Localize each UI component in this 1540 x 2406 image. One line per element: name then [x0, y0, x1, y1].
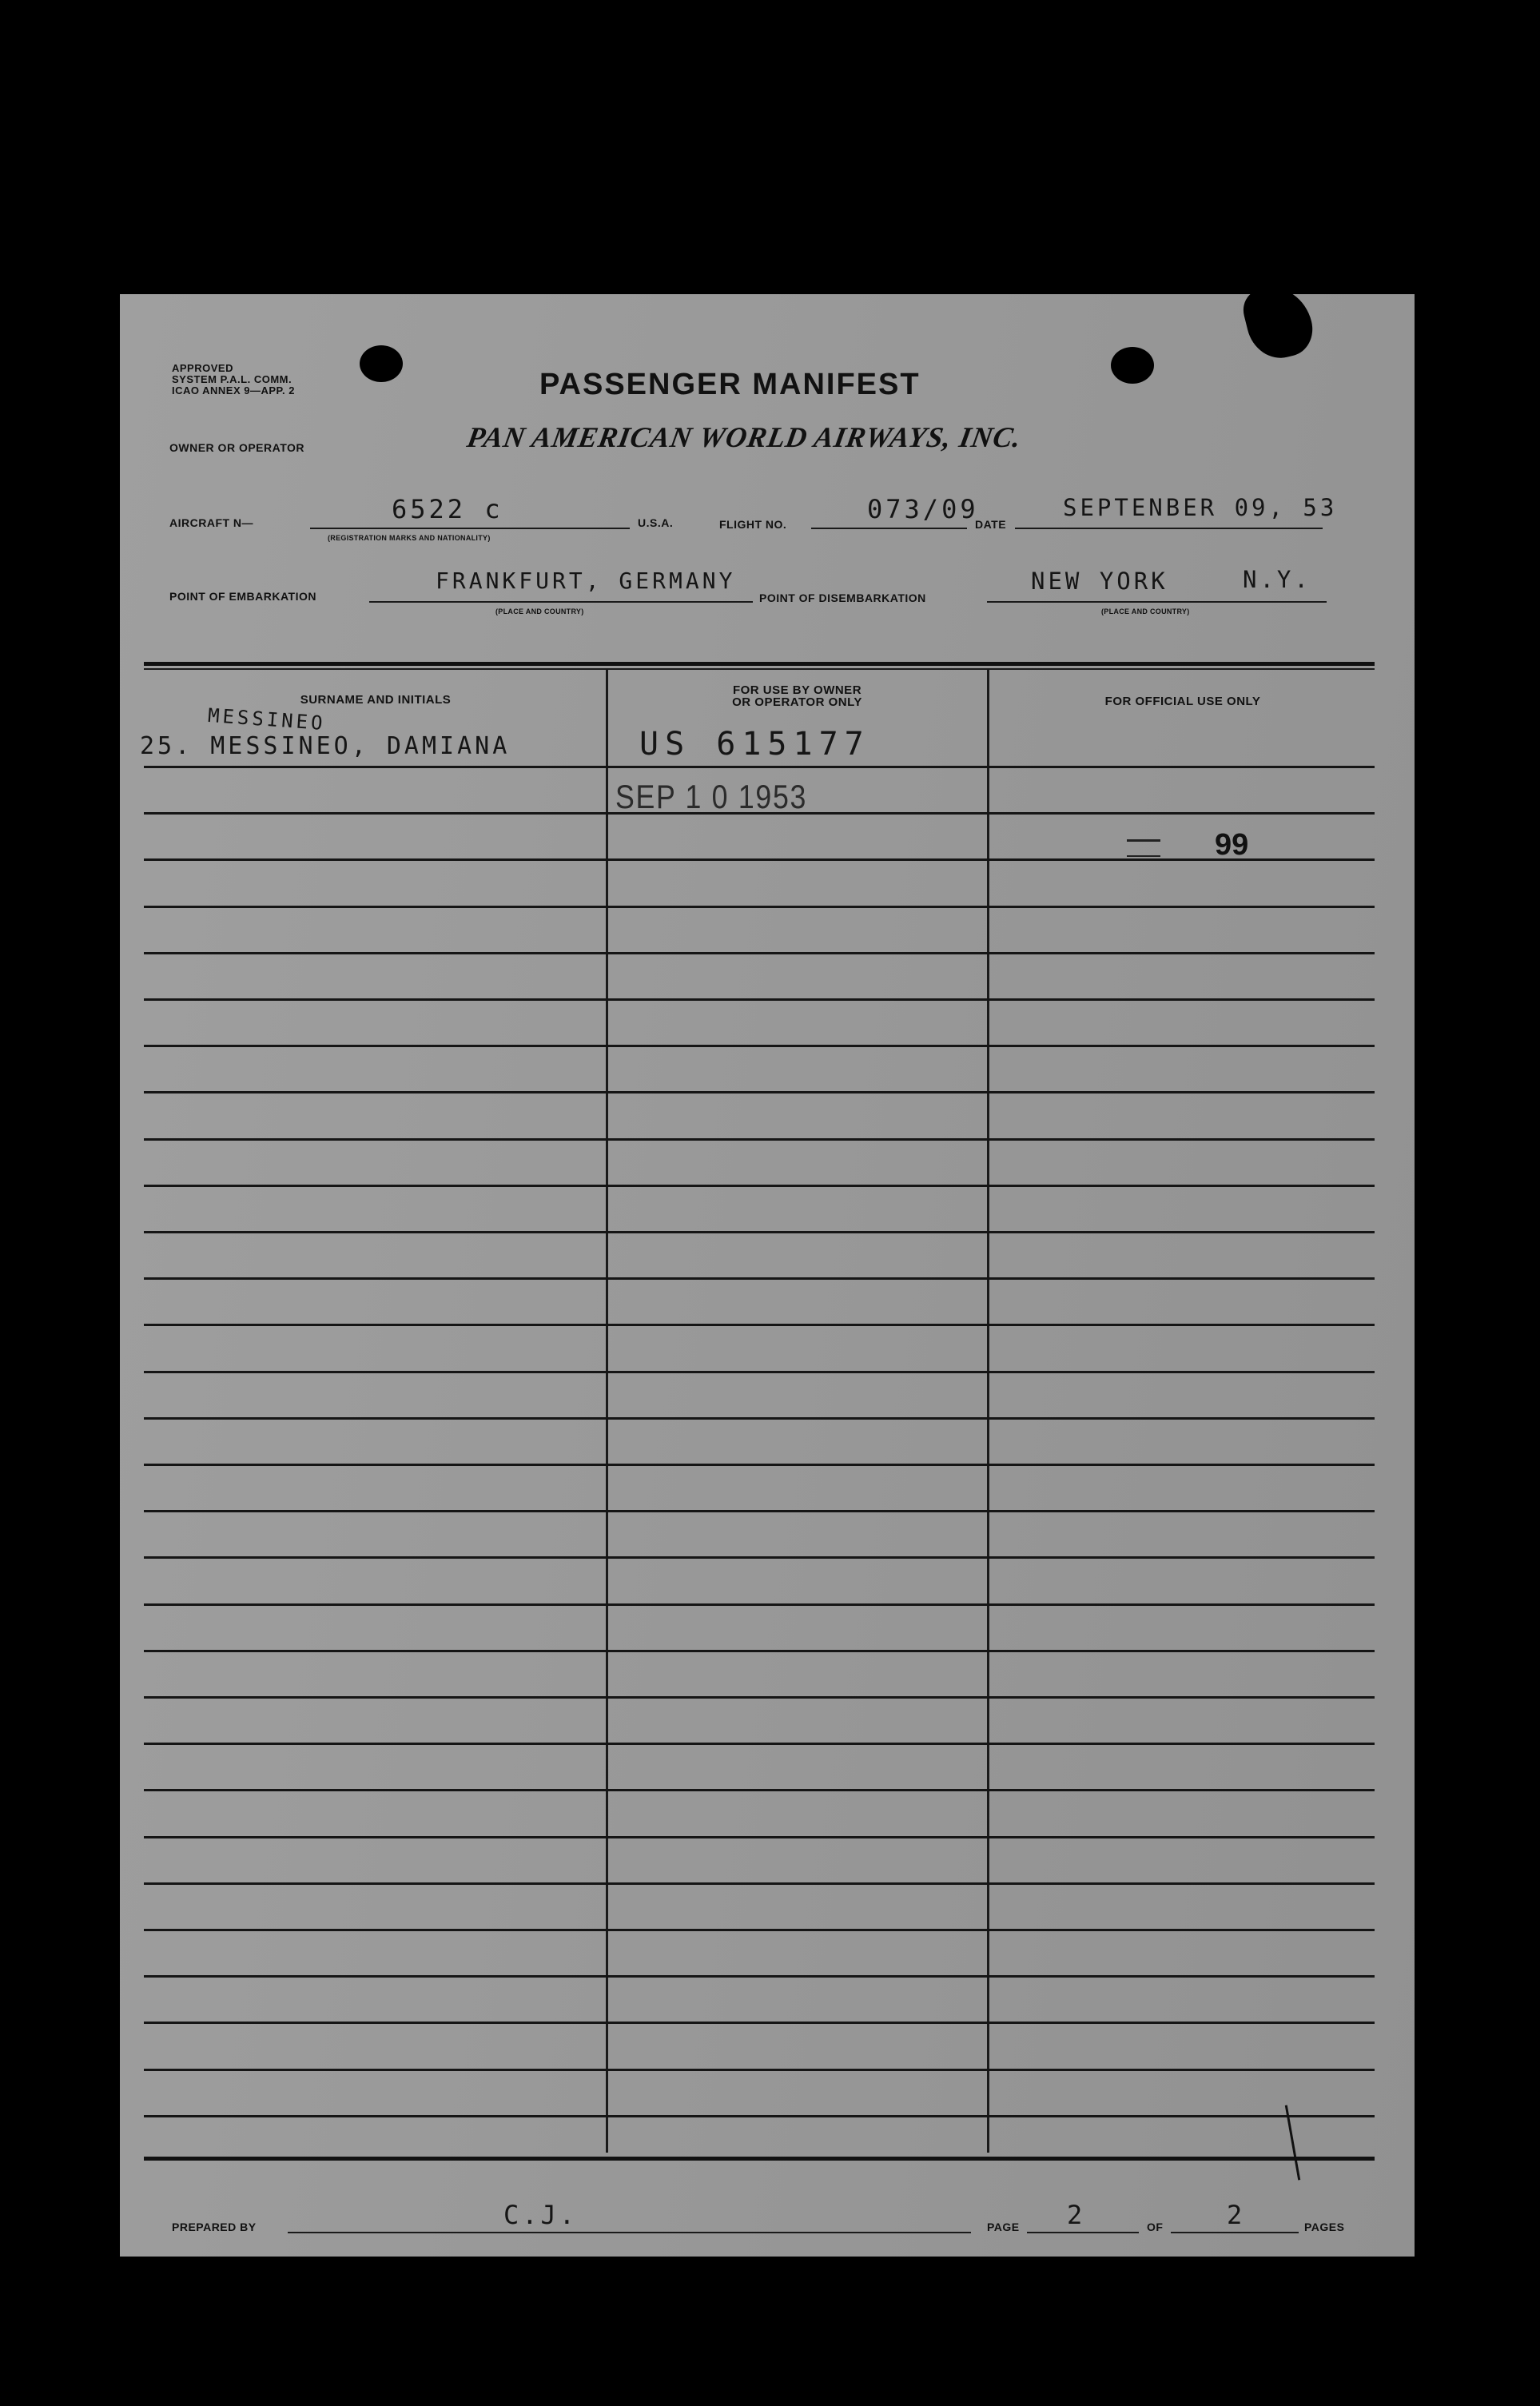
entry-name: 25. MESSINEO, DAMIANA: [140, 732, 511, 760]
embarkation-value: FRANKFURT, GERMANY: [436, 568, 736, 594]
ruled-line: [144, 906, 1375, 908]
prepared-line: [288, 2232, 971, 2233]
ruled-line: [144, 952, 1375, 954]
aircraft-line: [310, 528, 630, 529]
prepared-value: C.J.: [503, 2200, 579, 2230]
ruled-line: [144, 1417, 1375, 1420]
table-bottom-rule: [144, 2157, 1375, 2161]
ruled-line: [144, 2022, 1375, 2024]
ruled-line: [144, 1650, 1375, 1652]
ruled-line: [144, 1185, 1375, 1187]
disembarkation-label: POINT OF DISEMBARKATION: [759, 592, 926, 604]
operator-name: PAN AMERICAN WORLD AIRWAYS, INC.: [464, 421, 1025, 453]
column-header-owner-line: OR OPERATOR ONLY: [732, 695, 862, 709]
of-value: 2: [1227, 2200, 1246, 2230]
registration-note: (REGISTRATION MARKS AND NATIONALITY): [328, 534, 491, 542]
entry-correction: MESSINEO: [207, 703, 327, 735]
ruled-line: [144, 1138, 1375, 1141]
official-dash: [1127, 855, 1160, 857]
official-mark: 99: [1215, 828, 1249, 862]
of-line: [1171, 2232, 1299, 2233]
ruled-line: [144, 1510, 1375, 1512]
flight-line: [811, 528, 967, 529]
disembarkation-line: [987, 601, 1327, 603]
table-top-rule-2: [144, 668, 1375, 670]
ruled-line: [144, 1045, 1375, 1047]
ruled-line: [144, 1743, 1375, 1745]
ruled-line: [144, 1929, 1375, 1931]
ruled-line: [144, 1603, 1375, 1606]
ruled-line: [144, 1324, 1375, 1326]
column-header-surname: SURNAME AND INITIALS: [300, 693, 452, 707]
approval-block: [172, 363, 295, 396]
punch-hole-left: [360, 345, 403, 382]
date-line: [1015, 528, 1323, 529]
ruled-line: [144, 1789, 1375, 1791]
embarkation-place-note: (PLACE AND COUNTRY): [495, 607, 584, 615]
disembarkation-place-note: (PLACE AND COUNTRY): [1101, 607, 1190, 615]
disembarkation-state: N.Y.: [1243, 566, 1311, 593]
of-label: OF: [1147, 2221, 1164, 2233]
page-label: PAGE: [987, 2221, 1020, 2233]
ruled-line: [144, 766, 1375, 768]
form-title: PASSENGER MANIFEST: [539, 368, 921, 401]
column-header-official: FOR OFFICIAL USE ONLY: [1104, 695, 1261, 708]
page-line: [1027, 2232, 1139, 2233]
ruled-line: [144, 1371, 1375, 1373]
table-top-rule: [144, 662, 1375, 666]
approval-line: ICAO ANNEX 9—APP. 2: [172, 384, 295, 396]
aircraft-value: 6522 c: [392, 494, 503, 524]
flight-label: FLIGHT NO.: [719, 518, 787, 531]
ruled-line: [144, 1975, 1375, 1978]
ruled-line: [144, 1464, 1375, 1466]
disembarkation-value: NEW YORK: [1031, 568, 1168, 595]
date-value: SEPTENBER 09, 53: [1063, 494, 1338, 521]
aircraft-label: AIRCRAFT N—: [169, 516, 254, 529]
official-dash: [1127, 839, 1160, 842]
page-value: 2: [1067, 2200, 1086, 2230]
manifest-sheet: [120, 294, 1415, 2257]
embarkation-label: POINT OF EMBARKATION: [169, 590, 316, 603]
ruled-line: [144, 1231, 1375, 1233]
ruled-line: [144, 858, 1375, 861]
usa-label: U.S.A.: [638, 516, 674, 529]
ruled-line: [144, 2115, 1375, 2117]
ruled-line: [144, 1696, 1375, 1699]
ruled-line: [144, 1277, 1375, 1280]
embarkation-line: [369, 601, 753, 603]
punch-hole-right: [1111, 347, 1154, 384]
flight-value: 073/09: [867, 494, 979, 524]
ruled-line: [144, 1836, 1375, 1838]
ruled-line: [144, 1882, 1375, 1885]
owner-label: OWNER OR OPERATOR: [169, 441, 304, 454]
column-header-owner: [611, 684, 983, 708]
pages-label: PAGES: [1304, 2221, 1345, 2233]
column-header-owner-line: FOR USE BY OWNER: [732, 683, 862, 697]
ruled-line: [144, 1091, 1375, 1093]
date-label: DATE: [975, 518, 1007, 531]
ruled-line: [144, 2069, 1375, 2071]
ruled-line: [144, 1556, 1375, 1559]
approval-line: SYSTEM P.A.L. COMM.: [172, 373, 292, 385]
approval-line: APPROVED: [172, 362, 233, 374]
entry-owner-note: US 615177: [639, 726, 870, 763]
torn-corner: [1239, 294, 1318, 364]
prepared-label: PREPARED BY: [172, 2221, 257, 2233]
ruled-line: [144, 998, 1375, 1001]
date-received-stamp: SEP 1 0 1953: [615, 778, 808, 815]
